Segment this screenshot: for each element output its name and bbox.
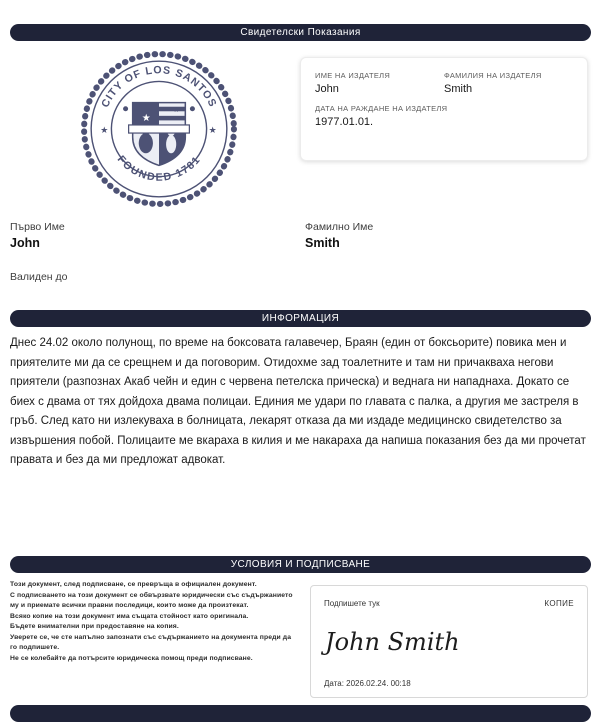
terms-line: Този документ, след подписване, се превръща в официален документ. [10, 581, 257, 588]
issuer-first-name-value: John [315, 83, 339, 95]
first-name-label: Първо Име [10, 221, 65, 233]
issuer-card [300, 57, 588, 161]
information-body: Днес 24.02 около полунощ, по време на боксовата галавечер, Браян (един от боксьорите) повика мен и приятелите ми да се срещнем и да поговорим. Отидохме зад тоалетните и там ни причакваха негови приятели (разпознах Акаб чейн и един с червена петелска прическа) и веднага ни нападнаха. Докато се биех с двама от тях дойдоха двама полицаи. Единия ме удари по главата с палка, а другия ме застреля в гръб. След като ни излекуваха в болницата, лекарят отказа да ми издаде медицинско свидетелство за извършения побой. Полицаите ме вкараха в килия и ме накараха да напиша показания без да ми прочетат правата и без да ми предложат адвокат. [10, 337, 586, 466]
document-title-bar [10, 24, 591, 41]
last-name-label: Фамилно Име [305, 221, 374, 233]
document-title: Свидетелски Показания [240, 27, 361, 38]
terms-line: С подписването на този документ се обвързвате юридически със съдържанието му и приемате всички правни последици, които може да произтекат. [10, 591, 293, 609]
issuer-last-name-value: Smith [444, 83, 473, 95]
svg-text:★: ★ [173, 105, 180, 114]
city-seal-icon [78, 48, 240, 210]
last-name-value: Smith [305, 236, 340, 250]
terms-text [10, 580, 300, 664]
signature-box[interactable] [310, 585, 588, 698]
valid-until-label: Валиден до [10, 271, 68, 283]
copy-badge: КОПИЕ [544, 599, 574, 608]
seal-star-right-icon: ★ [208, 125, 217, 136]
issuer-first-name-label: ИМЕ НА ИЗДАТЕЛЯ [315, 71, 391, 80]
terms-section-bar [10, 556, 591, 573]
sign-here-label: Подпишете тук [324, 599, 380, 608]
signature-value: John Smith [325, 628, 460, 656]
signature-date: Дата: 2026.02.24. 00:18 [324, 679, 411, 688]
terms-line: Бъдете внимателни при предоставяне на копия. [10, 623, 179, 630]
issuer-last-name-label: ФАМИЛИЯ НА ИЗДАТЕЛЯ [444, 71, 542, 80]
svg-text:★: ★ [141, 112, 151, 124]
terms-section-title: УСЛОВИЯ И ПОДПИСВАНЕ [230, 559, 371, 570]
information-section-bar [10, 310, 591, 327]
seal-shield-icon [123, 103, 195, 166]
seal-top-text: CITY OF LOS SANTOS [99, 64, 219, 110]
seal-star-left-icon: ★ [100, 125, 109, 136]
first-name-value: John [10, 236, 40, 250]
terms-line: Всяко копие на този документ има същата стойност като оригинала. [10, 612, 249, 620]
issuer-dob-label: ДАТА НА РАЖДАНЕ НА ИЗДАТЕЛЯ [315, 104, 448, 113]
city-seal [78, 48, 240, 210]
issuer-dob-value: 1977.01.01. [315, 116, 374, 128]
information-section-title: ИНФОРМАЦИЯ [261, 313, 340, 324]
terms-line: Не се колебайте да потърсите юридическа помощ преди подписване. [10, 654, 253, 662]
terms-line: Уверете се, че сте напълно запознати със съдържанието на документа преди да го подпишете. [10, 633, 292, 651]
seal-bottom-text: FOUNDED 1781 [114, 153, 204, 184]
